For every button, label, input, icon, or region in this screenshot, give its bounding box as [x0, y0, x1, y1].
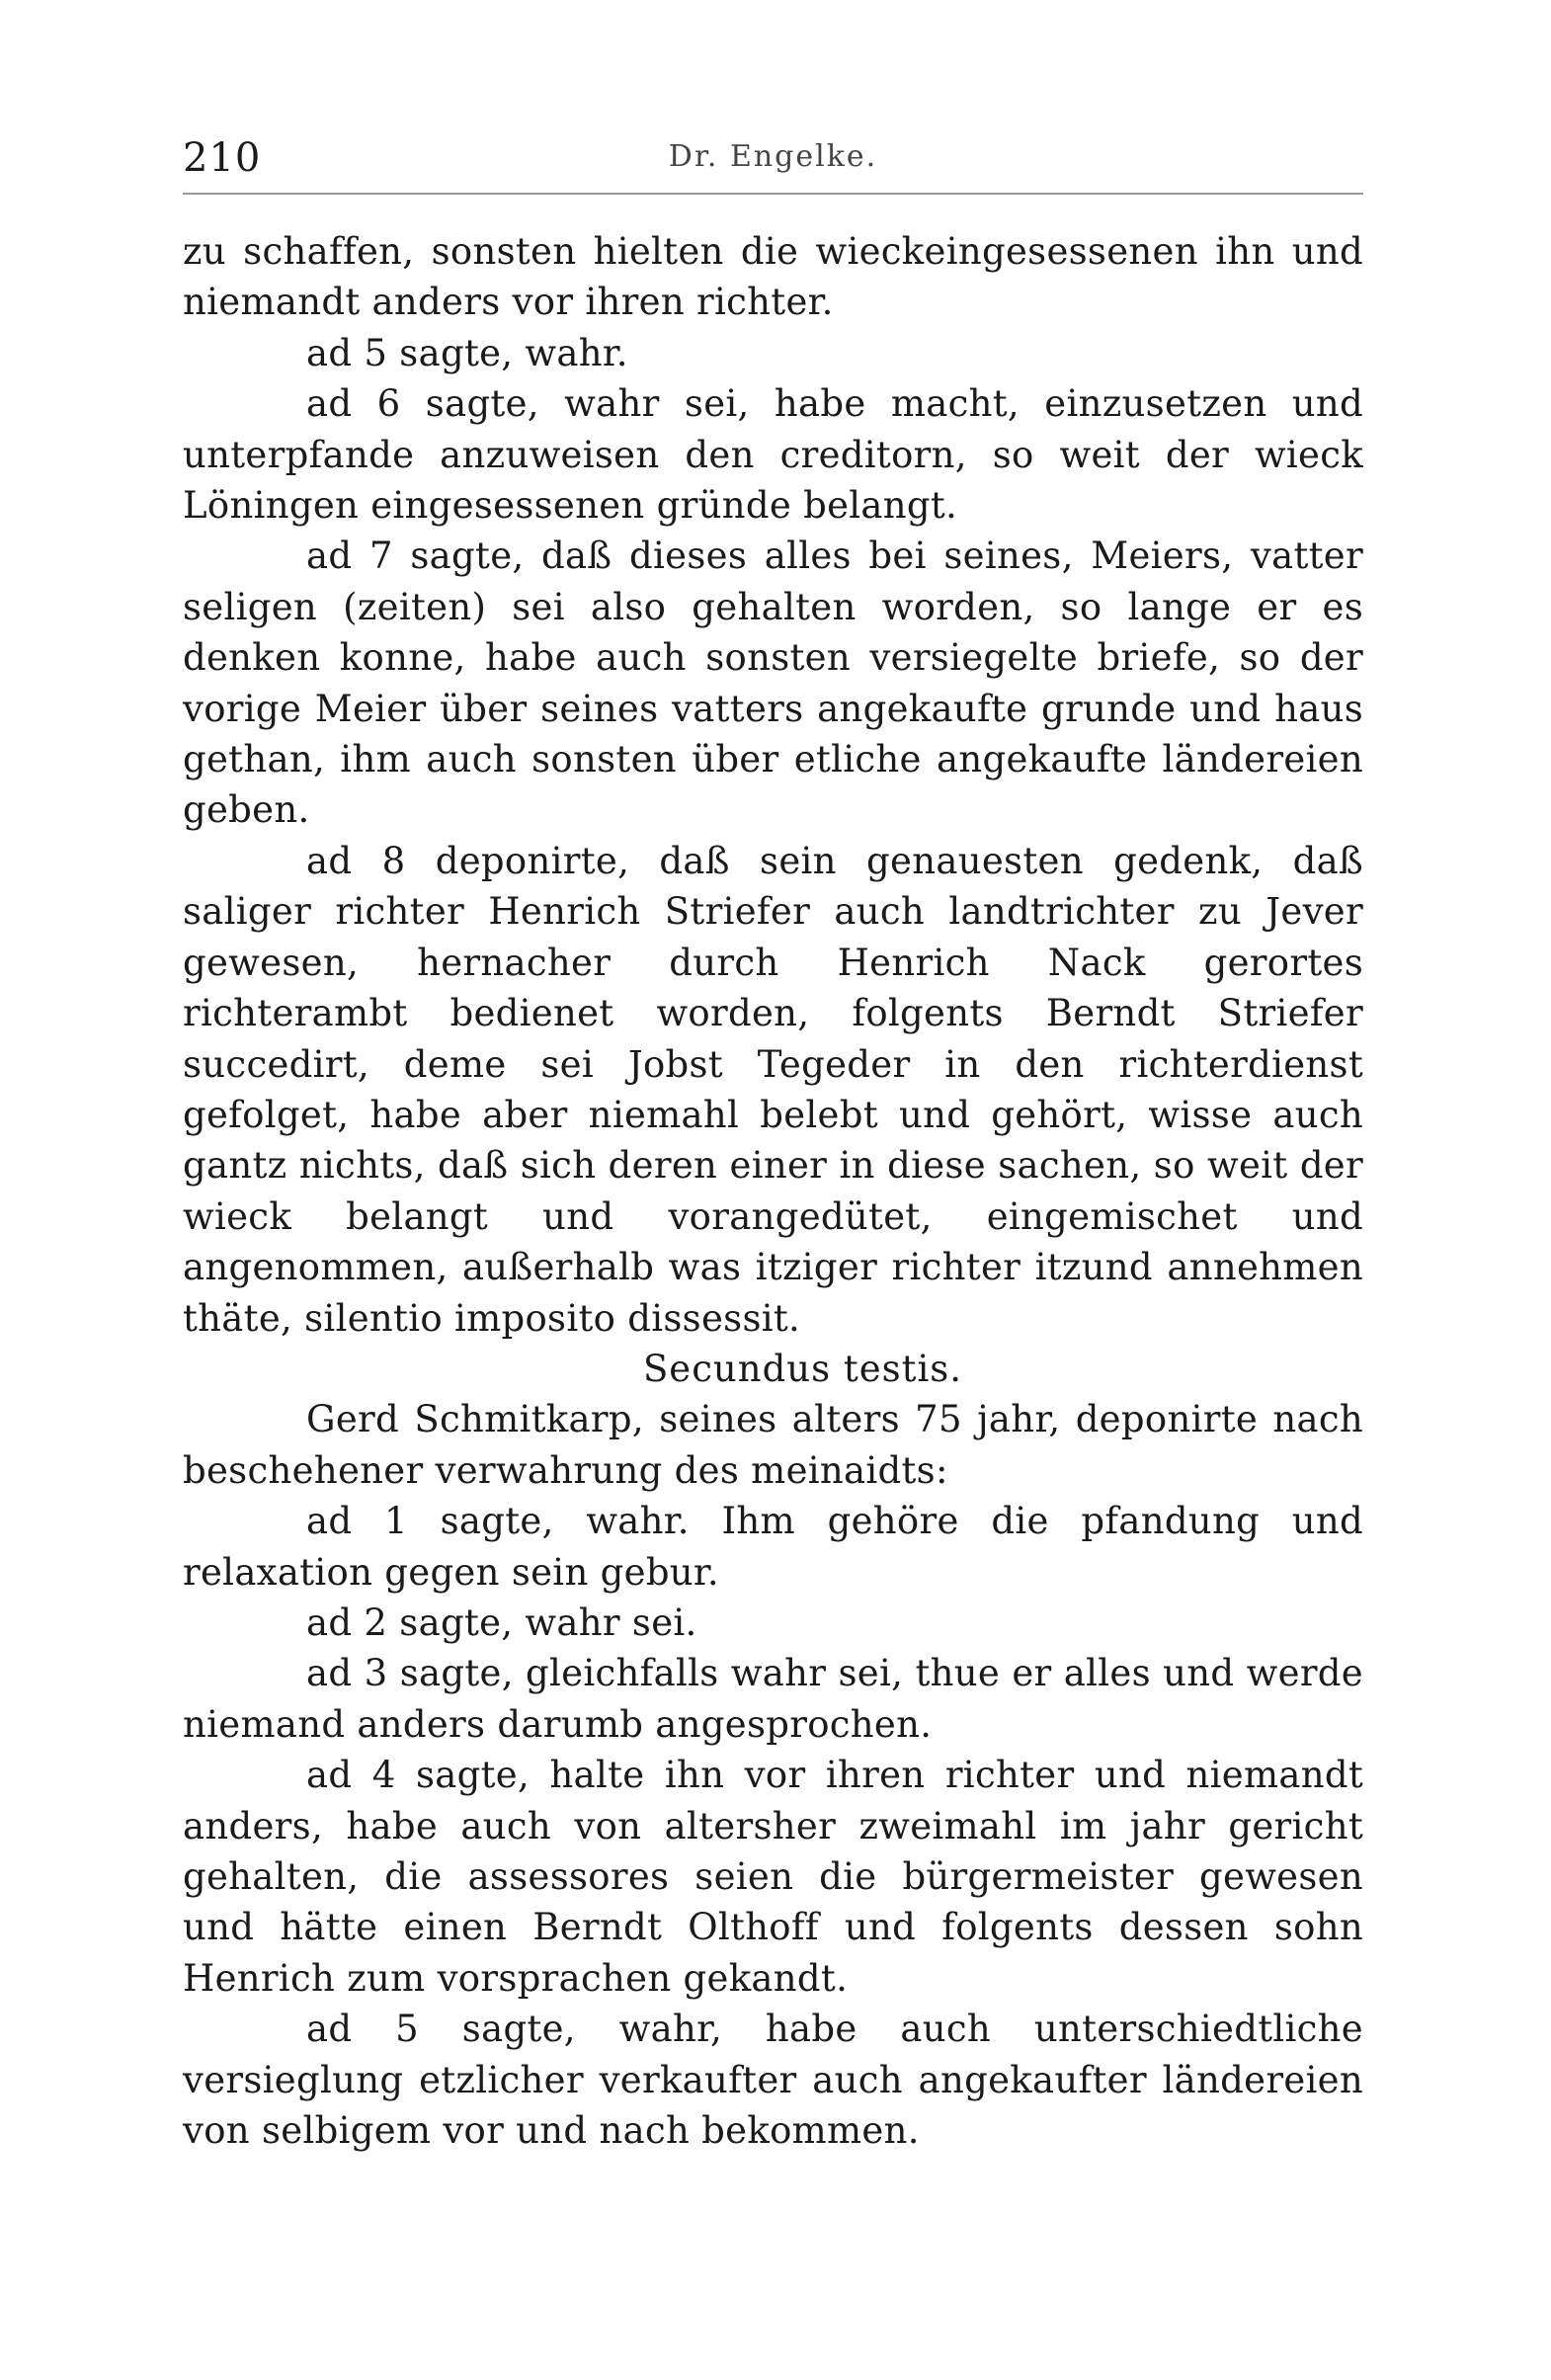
paragraph: ad 1 sagte, wahr. Ihm gehöre die pfandung und relaxation gegen sein gebur.: [183, 1500, 1363, 1594]
paragraph: ad 7 sagte, daß dieses alles bei seines, Meiers, vatter seligen (zeiten) sei also gehalten worden, so lange er es denken konne, habe auch sonsten versiegelte briefe, so der vorige Meier über seines vatters angekaufte grunde und haus gethan, ihm auch sonsten über etliche angekaufte ländereien geben.: [183, 534, 1363, 832]
paragraph: ad 4 sagte, halte ihn vor ihren richter und niemandt anders, habe auch von altersher zweimahl im jahr gericht gehalten, die assessores seien die bürgermeister gewesen und hätte einen Berndt Olthoff und folgents dessen sohn Henrich zum vorsprachen gekandt.: [183, 1754, 1363, 2000]
document-page: [183, 133, 1363, 2156]
page-number: 210: [183, 135, 262, 181]
paragraph: ad 6 sagte, wahr sei, habe macht, einzusetzen und unterpfande anzuweisen den creditorn, so weit der wieck Löningen eingesessenen gründe belangt.: [183, 382, 1363, 528]
paragraph: ad 2 sagte, wahr sei.: [306, 1600, 697, 1644]
paragraph: ad 8 deponirte, daß sein genauesten gedenk, daß saliger richter Henrich Striefer auch landtrichter zu Jever gewesen, hernacher durch Henrich Nack gerortes richterambt bedienet worden, folgents Berndt Striefer succedirt, deme sei Jobst Tegeder in den richterdienst gefolget, habe aber niemahl belebt und gehört, wisse auch gantz nichts, daß sich deren einer in diese sachen, so weit der wieck belangt und vorangedütet, eingemischet und angenommen, außerhalb was itziger richter itzund annehmen thäte, silentio imposito dissessit.: [183, 839, 1363, 1340]
paragraph: zu schaffen, sonsten hielten die wieckeingesessenen ihn und niemandt anders vor ihren richter.: [183, 230, 1363, 324]
section-heading: Secundus testis.: [642, 1347, 963, 1390]
page-header: [183, 133, 1363, 195]
paragraph: ad 5 sagte, wahr.: [306, 331, 628, 374]
paragraph: ad 5 sagte, wahr, habe auch unterschiedtliche versieglung etzlicher verkaufter auch angekaufter ländereien von selbigem vor und nach bekommen.: [183, 2008, 1363, 2153]
page-body: [183, 226, 1363, 2156]
paragraph: Gerd Schmitkarp, seines alters 75 jahr, deponirte nach beschehener verwahrung des meinaidts:: [183, 1398, 1363, 1492]
running-head: Dr. Engelke.: [668, 139, 878, 174]
paragraph: ad 3 sagte, gleichfalls wahr sei, thue er alles und werde niemand anders darumb angesprochen.: [183, 1652, 1363, 1746]
